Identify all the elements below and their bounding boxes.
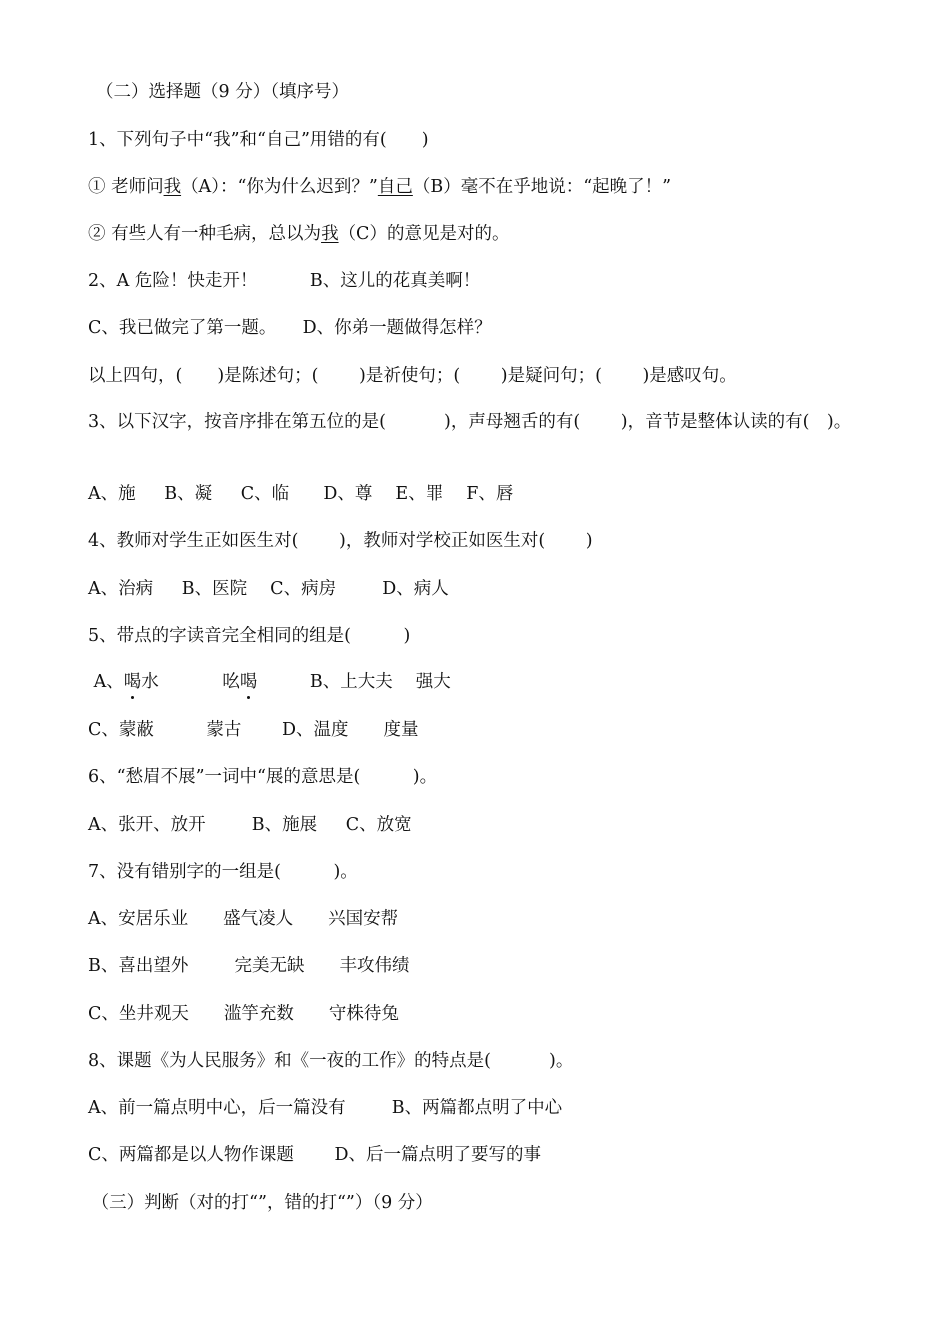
question-5-option-c: C、蒙蔽 蒙古 D、温度 度量 [88,720,419,740]
section-3-title: （三）判断（对的打“”，错的打“”）（9 分） [86,1193,433,1213]
underlined-ziji-b: 自己 [377,177,413,197]
question-6-stem: 6、“愁眉不展”一词中“展的意思是( )。 [88,767,438,787]
underlined-wo-c: 我 [321,224,339,244]
question-6-options: A、张开、放开 B、施展 C、放宽 [88,815,412,835]
question-2-row-1: 2、A 危险！快走开！ B、这儿的花真美啊！ [88,271,481,291]
question-7-option-c: C、坐井观天 滥竽充数 守株待兔 [88,1004,399,1024]
dotted-char-he-1: 喝 [123,672,142,692]
question-5-option-a: A、喝水 吆喝 B、上大夫 强大 [88,672,451,692]
underlined-wo-a: 我 [163,177,182,197]
section-2-title: （二）选择题（9 分）（填序号） [96,82,349,102]
question-1-sentence-1: ① 老师问我（A）：“你为什么迟到？”自己（B）毫不在乎地说：“起晚了！” [88,177,672,197]
question-1-stem: 1、下列句子中“我”和“自己”用错的有( ) [88,130,429,150]
question-3-options: A、施 B、凝 C、临 D、尊 E、罪 F、唇 [88,484,514,504]
question-1-sentence-2: ② 有些人有一种毛病，总以为我（C）的意见是对的。 [88,224,510,244]
question-3-stem: 3、以下汉字，按音序排在第五位的是( )，声母翘舌的有( )，音节是整体认读的有( )。 [88,412,852,432]
question-7-stem: 7、没有错别字的一组是( )。 [88,862,358,882]
question-7-option-b: B、喜出望外 完美无缺 丰攻伟绩 [88,956,410,976]
question-4-options: A、治病 B、医院 C、病房 D、病人 [88,579,449,599]
dotted-char-he-2: 喝 [239,672,258,692]
question-8-options-ab: A、前一篇点明中心，后一篇没有 B、两篇都点明了中心 [88,1098,563,1118]
question-8-options-cd: C、两篇都是以人物作课题 D、后一篇点明了要写的事 [88,1145,541,1165]
question-5-stem: 5、带点的字读音完全相同的组是( ) [88,626,411,646]
question-2-row-2: C、我已做完了第一题。 D、你弟一题做得怎样？ [88,318,492,338]
question-8-stem: 8、课题《为人民服务》和《一夜的工作》的特点是( )。 [88,1051,574,1071]
question-4-stem: 4、教师对学生正如医生对( )，教师对学校正如医生对( ) [88,531,593,551]
question-2-row-3: 以上四句，( )是陈述句；( )是祈使句；( )是疑问句；( )是感叹句。 [88,366,737,386]
question-7-option-a: A、安居乐业 盛气凌人 兴国安帮 [88,909,399,929]
